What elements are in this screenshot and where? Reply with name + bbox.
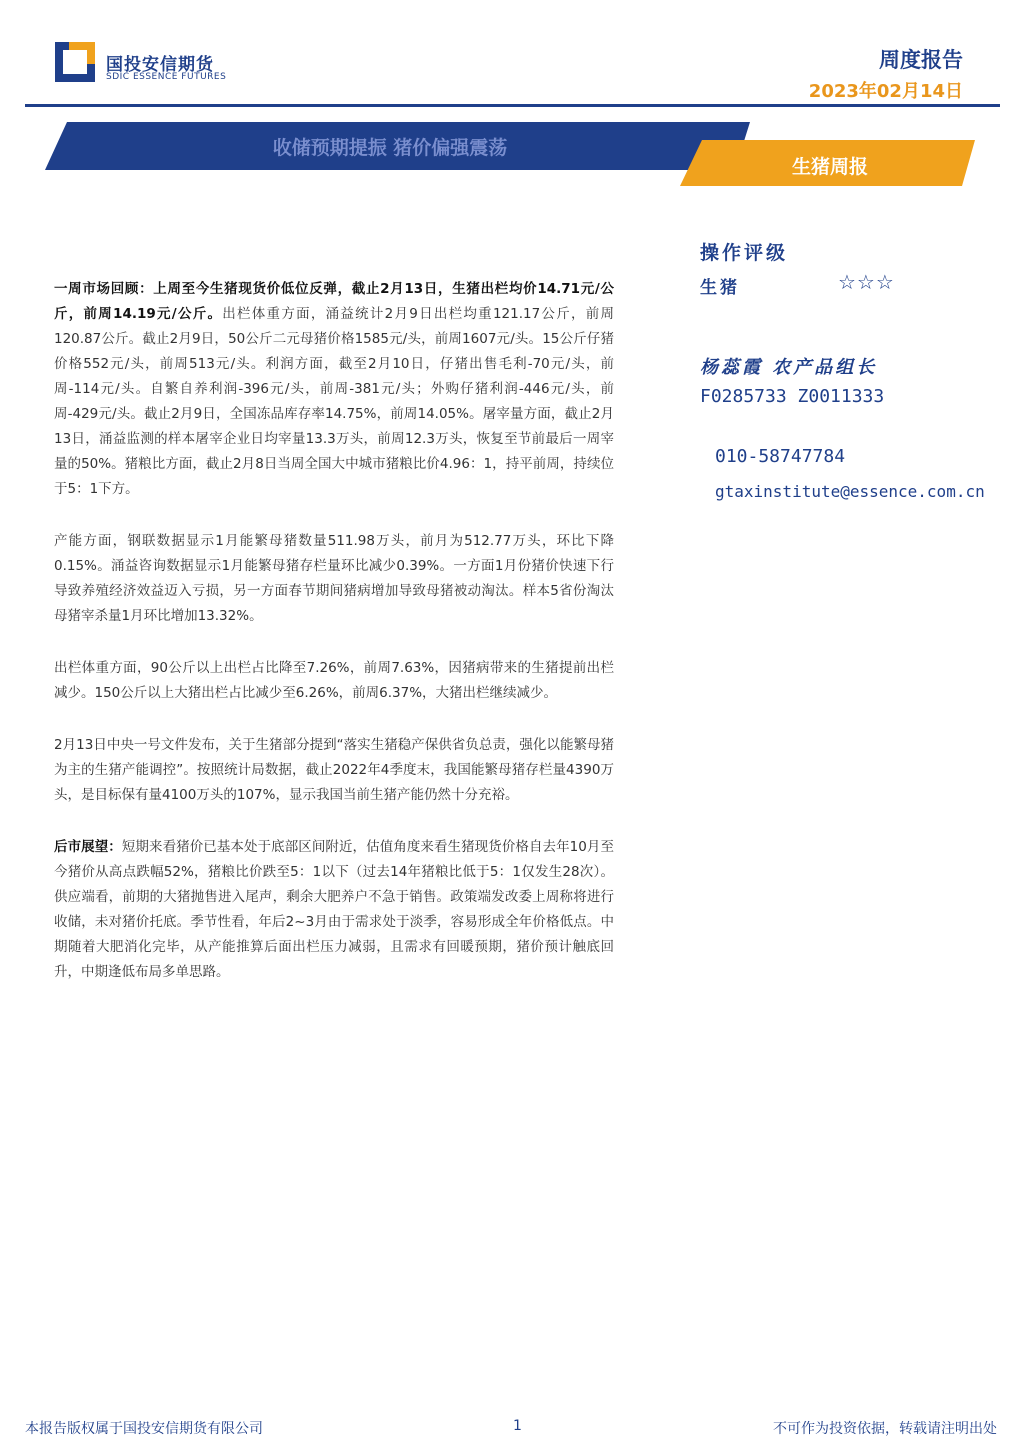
market-review-summary: 上周至今生猪现货价低位反弹，截止2月13日，生猪出栏均价14.71元/公斤，前周14.19元/公斤。 xyxy=(54,281,614,322)
market-review-heading: 一周市场回顾： xyxy=(54,281,154,297)
outlook-heading: 后市展望： xyxy=(54,839,122,855)
header-divider xyxy=(25,104,1000,107)
report-date: 2023年02月14日 xyxy=(808,81,963,102)
company-name-cn: 国投安信期货 xyxy=(106,55,214,75)
market-review-details: 出栏体重方面，涌益统计2月9日出栏均重121.17公斤，前周120.87公斤。截止2月9日，50公斤二元母猪价格1585元/头，前周1607元/头。15公斤仔猪价格552元/头，前周513元/头。利润方面，截至2月10日，仔猪出售毛利-70元/头，前周-114元/头。自繁自养利润-396元/头，前周-381元/头；外购仔猪利润-446元/头，前周-429元/头。截止2月9日，全国冻品库存率14.75%，前周14.05%。屠宰量方面，截止2月13日，涌益监测的样本屠宰企业日均宰量13.3万头，前周12.3万头，恢复至节前最后一周宰量的50%。猪粮比方面，截止2月8日当周全国大中城市猪粮比价4.96：1，持平前周，持续位于5：1下方。 xyxy=(54,306,614,497)
page-number: 1 xyxy=(513,1418,522,1434)
paragraph-outlook xyxy=(54,835,614,985)
analyst-license: F0285733 Z0011333 xyxy=(700,386,885,407)
report-type: 周度报告 xyxy=(879,48,963,72)
footer-copyright: 本报告版权属于国投安信期货有限公司 xyxy=(25,1421,263,1437)
company-name-en: SDIC ESSENCE FUTURES xyxy=(106,72,227,82)
report-body xyxy=(54,277,614,1012)
contact-phone: 010-58747784 xyxy=(715,446,846,467)
analyst-name: 杨蕊霞 农产品组长 xyxy=(700,357,878,378)
contact-email[interactable]: gtaxinstitute@essence.com.cn xyxy=(715,482,985,501)
footer-disclaimer: 不可作为投资依据，转载请注明出处 xyxy=(773,1421,997,1437)
paragraph-market-review xyxy=(54,277,614,502)
report-title: 收储预期提振 猪价偏强震荡 xyxy=(272,137,508,159)
category-label: 生猪周报 xyxy=(791,156,868,178)
outlook-details: 短期来看猪价已基本处于底部区间附近，估值角度来看生猪现货价格自去年10月至今猪价从高点跌幅52%，猪粮比价跌至5：1以下（过去14年猪粮比低于5：1仅发生28次）。供应端看，前期的大猪抛售进入尾声，剩余大肥养户不急于销售。政策端发改委上周称将进行收储，未对猪价托底。季节性看，年后2~3月由于需求处于淡季，容易形成全年价格低点。中期随着大肥消化完毕，从产能推算后面出栏压力减弱，且需求有回暖预期，猪价预计触底回升，中期逢低布局多单思路。 xyxy=(54,839,614,980)
paragraph-capacity: 产能方面，钢联数据显示1月能繁母猪数量511.98万头，前月为512.77万头，环比下降0.15%。涌益咨询数据显示1月能繁母猪存栏量环比减少0.39%。一方面1月份猪价快速下行导致养殖经济效益迈入亏损，另一方面春节期间猪病增加导致母猪被动淘汰。样本5省份淘汰母猪宰杀量1月环比增加13.32%。 xyxy=(54,533,614,624)
rating-title: 操作评级 xyxy=(700,242,789,264)
paragraph-weight: 出栏体重方面，90公斤以上出栏占比降至7.26%，前周7.63%，因猪病带来的生猪提前出栏减少。150公斤以上大猪出栏占比减少至6.26%，前周6.37%，大猪出栏继续减少。 xyxy=(54,660,614,701)
rating-item: 生猪 xyxy=(700,278,740,298)
company-logo-icon xyxy=(55,42,95,82)
paragraph-policy: 2月13日中央一号文件发布，关于生猪部分提到“落实生猪稳产保供省负总责，强化以能繁母猪为主的生猪产能调控”。按照统计局数据，截止2022年4季度末，我国能繁母猪存栏量4390万头，是目标保有量4100万头的107%，显示我国当前生猪产能仍然十分充裕。 xyxy=(54,737,614,803)
rating-stars-icon: ☆☆☆ xyxy=(838,270,895,294)
